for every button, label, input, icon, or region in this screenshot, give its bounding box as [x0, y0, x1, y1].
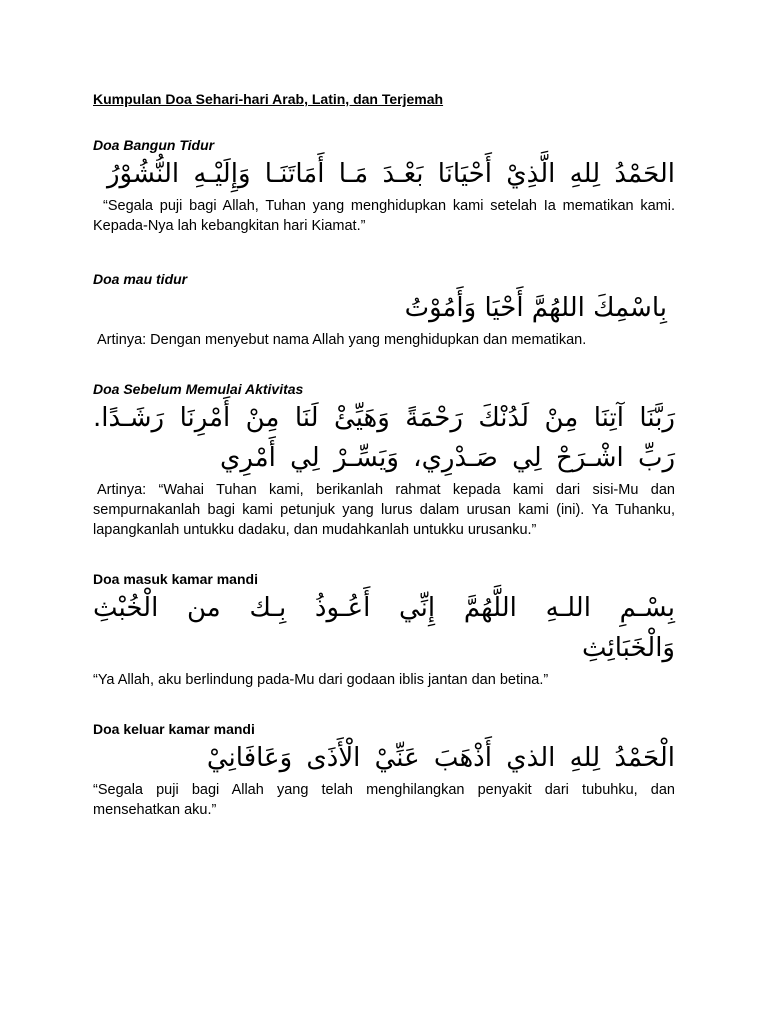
- arabic-text: بِسْـمِ اللـهِ اللَّهُمَّ إِنِّي أَعُـوذُ بِـك من الْخُبْثِ وَالْخَبَائِثِ: [93, 593, 675, 663]
- section-heading: Doa mau tidur: [93, 271, 188, 287]
- section-doa-mau-tidur: [93, 270, 675, 350]
- arabic-text: رَبَّنَا آتِنَا مِنْ لَدُنْكَ رَحْمَةً وَهَيِّئْ لَنَا مِنْ أَمْرِنَا رَشَـدًا. رَبِّ اشْـرَحْ لِي صَـدْرِي، وَيَسِّـرْ لِي أَمْرِي: [93, 403, 675, 473]
- section-heading: Doa Sebelum Memulai Aktivitas: [93, 381, 304, 397]
- translation-text: “Segala puji bagi Allah yang telah menghilangkan penyakit dari tubuhku, dan mensehatkan aku.”: [93, 782, 675, 818]
- arabic-text: الحَمْدُ لِلهِ الَّذِيْ أَحْيَانَا بَعْـدَ مَـا أَمَاتَنَـا وَإِلَيْـهِ النُّشُوْرُ: [106, 159, 675, 189]
- section-heading: Doa Bangun Tidur: [93, 137, 215, 153]
- section-doa-keluar-kamar-mandi: [93, 720, 675, 820]
- arabic-text: بِاسْمِكَ اللهُمَّ أَحْيَا وَأَمُوْتُ: [404, 293, 667, 323]
- section-gap: [93, 350, 675, 380]
- section-gap: [93, 540, 675, 570]
- section-heading: Doa keluar kamar mandi: [93, 721, 255, 737]
- section-gap: [93, 236, 675, 270]
- arabic-text: الْحَمْدُ لِلهِ الذي أَذْهَبَ عَنِّيْ الْأَذَى وَعَافَانِيْ: [206, 743, 675, 773]
- section-gap: [93, 690, 675, 720]
- section-doa-bangun-tidur: [93, 136, 675, 236]
- section-doa-sebelum-aktivitas: [93, 380, 675, 540]
- section-heading: Doa masuk kamar mandi: [93, 571, 258, 587]
- translation-text: Artinya: “Wahai Tuhan kami, berikanlah rahmat kepada kami dari sisi-Mu dan sempurnakanlah bagi kami petunjuk yang lurus dalam urusan kami (ini). Ya Tuhanku, lapangkanlah untukku dadaku, dan mudahkanlah untukku urusanku.”: [93, 482, 675, 538]
- translation-text: “Ya Allah, aku berlindung pada-Mu dari godaan iblis jantan dan betina.”: [93, 672, 549, 688]
- translation-text: Artinya: Dengan menyebut nama Allah yang menghidupkan dan mematikan.: [97, 332, 587, 348]
- section-doa-masuk-kamar-mandi: [93, 570, 675, 690]
- translation-text: “Segala puji bagi Allah, Tuhan yang menghidupkan kami setelah Ia mematikan kami. Kepada-Nya lah kebangkitan hari Kiamat.”: [93, 198, 675, 234]
- document-title: Kumpulan Doa Sehari-hari Arab, Latin, dan Terjemah: [93, 91, 444, 107]
